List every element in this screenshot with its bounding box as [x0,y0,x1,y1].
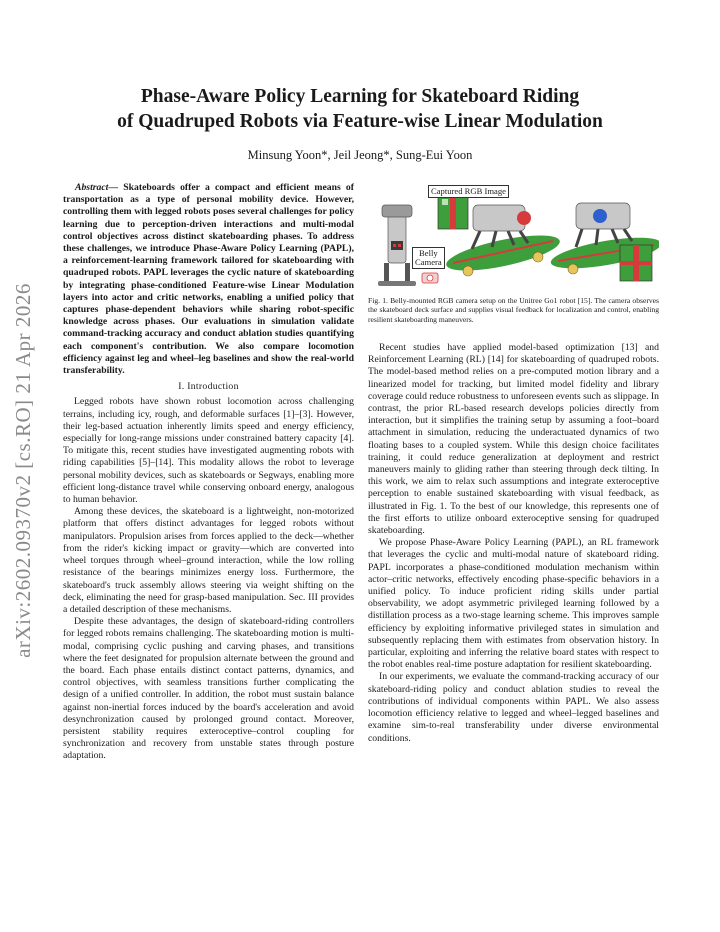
abstract-label: Abstract [75,182,109,193]
section-heading-introduction: I. Introduction [178,381,239,393]
figure-1-illustration [368,183,659,289]
captured-image-thumbnail [438,195,468,229]
right-paragraph-1: Recent studies have applied model-based optimization [13] and Reinforcement Learning (RL) [14] for skateboarding of quadruped robots. The model-based method relies on a pre-computed motion library and a linearized model for tracking, but limited model fidelity and library coverage could reduce robustness to unforeseen events such as slippage. In contrast, the prior RL-based research develops policies directly from interaction, but it simplifies the training setup by assuming a foot–board attachment in simulation, reducing the underactuated dynamics of two floating bases to a coupled system. While this design choice facilitates training, it could reduce generalization at deployment and restrict maneuvers mainly to gliding rather than steering through deck tilting. In this work, we aim to relax such assumptions and integrate exteroceptive perception to enable sustained skateboarding with visual feedback, as illustrated in Fig. 1. To the best of our knowledge, this represents one of the first efforts to utilize onboard exteroceptive sensing for quadruped skateboarding. [368,342,659,537]
intro-paragraph-2: Among these devices, the skateboard is a lightweight, non-motorized platform that offers distinct advantages for legged robots without manipulators. Propulsion arises from forces applied to the deck—whether from the rider's kicking impact or gravity—which are converted into wheel torques through wheel–ground interaction, while the low rolling resistance of the bearings minimizes energy loss. Furthermore, the skateboard's truck assembly allows steering via weight shifting on the deck, eliminating the need for grasp-based manipulation. Sec. III provides a detailed description of these mechanisms. [63,506,354,615]
belly-label-line-2: Camera [415,257,442,267]
board-thumbnail-right [620,245,652,281]
right-paragraph-3: In our experiments, we evaluate the command-tracking accuracy of our skateboard-riding policy and conduct ablation studies to reveal the contributions of individual components within PAPL. We also assess locomotion efficiency relative to legged and wheel–legged baselines and examine sim-to-real transferability under diverse environmental conditions. [368,671,659,744]
right-paragraph-2: We propose Phase-Aware Policy Learning (PAPL), an RL framework that leverages the cyclic and multi-modal nature of skateboard riding. PAPL incorporates a phase-conditioned modulation mechanism within actor–critic networks, effectively encoding phase-specific behaviors in a unified policy. To induce proficient riding skills under partial observability, we adopt asymmetric privileged learning followed by a distillation process as a two-stage learning scheme. This improves sample efficiency by exploiting informative privileged states in simulation and subsequently replacing them with estimates from observation history. In particular, exploiting and inferring the relative board states with respect to the robot enables real-time posture adaptation for resilient skateboarding. [368,537,659,671]
robot-skateboard-illustration [368,183,659,289]
abstract [63,182,354,377]
arxiv-id-text: arXiv:2602.09370v2 [cs.RO] 21 Apr 2026 [10,282,35,658]
abstract-text: — Skateboards offer a compact and efficient means of transportation as a type of personal mobility device. However, controlling them with legged robots poses several challenges for policy learning due to perception-driven interactions and multi-modal control objectives across distinct skateboarding phases. To address these challenges, we introduce Phase-Aware Policy Learning (PAPL), a reinforcement-learning framework tailored for skateboarding with quadruped robots. PAPL leverages the cyclic nature of skateboarding by integrating phase-conditioned Feature-wise Linear Modulation layers into actor and critic networks, enabling a unified policy that captures phase-dependent behaviors while sharing robot-specific knowledge across phases. Our evaluations in simulation validate command-tracking accuracy and conduct ablation studies quantifying each component's contribution. We also compare locomotion efficiency against leg and wheel–leg baselines and show the real-world transferability. [63,182,354,377]
author-list: Minsung Yoon*, Jeil Jeong*, Sung-Eui Yoon [247,148,473,162]
camera-icon [422,273,438,283]
intro-paragraph-3: Despite these advantages, the design of skateboard-riding controllers for legged robots remains challenging. The skateboarding motion is multi-modal, comprising cyclic pushing and carving phases, and transitions where the feet designated for propulsion alternate between the ground and the board. Each phase entails distinct contact patterns, dynamics, and control objectives, with seamless transitions further complicating the design of a unified controller. In addition, the robot must sustain balance against non-inertial forces induced by the board's acceleration and avoid desynchronization caused by prolonged ground contact. Moreover, persistent stability requires exteroceptive–control coupling for synchronization and recovery from unstable states through posture adaptation. [63,616,354,762]
standing-robot [378,205,416,286]
figure-label-belly-camera [412,247,445,269]
right-column [368,342,659,745]
left-column [63,182,354,763]
title-line-1: Phase-Aware Policy Learning for Skateboard Riding [140,86,580,107]
belly-label-line-1: Belly [419,248,438,258]
title-line-2: of Quadruped Robots via Feature-wise Linear Modulation [117,111,603,132]
paper-title [60,84,660,134]
arxiv-identifier [6,280,40,660]
figure-label-captured-image: Captured RGB Image [428,185,509,198]
intro-paragraph-1: Legged robots have shown robust locomotion across challenging terrains, including icy, rough, and deformable surfaces [1]–[3]. However, their leg-based actuation inherently limits speed and energy efficiency, especially for long-range missions under constrained battery capacity [4]. To mitigate this, recent studies have investigated augmenting robots with riding capabilities [5]–[14]. This modality allows the robot to leverage personal mobility devices, such as skateboards or Segways, enabling more efficient long-distance travel while conserving onboard energy, analogous to human behavior. [63,396,354,506]
figure-1-caption: Fig. 1. Belly-mounted RGB camera setup on the Unitree Go1 robot [15]. The camera observes the skateboard deck surface and supplies visual feedback for localization and control, enabling resilient skateboarding maneuvers. [368,296,659,324]
